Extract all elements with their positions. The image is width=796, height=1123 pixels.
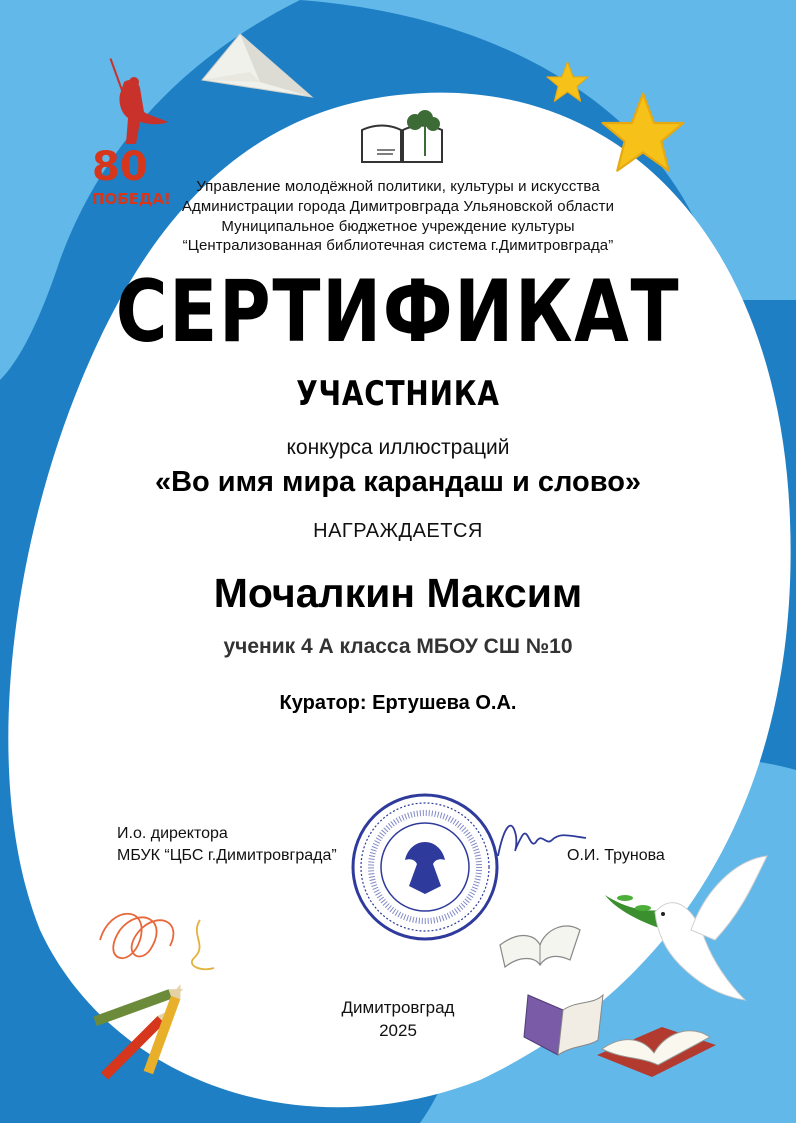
header-line-4: “Централизованная библиотечная система г.Димитровграда” (182, 237, 614, 254)
paper-plane-icon (200, 32, 320, 102)
book-logo-icon (357, 110, 447, 168)
recipient-class: ученик 4 А класса МБОУ СШ №10 (223, 635, 573, 658)
star-icon (545, 60, 590, 105)
contest-label: конкурса иллюстраций (286, 436, 510, 459)
certificate-subtitle: УЧАСТНИКА (296, 374, 500, 414)
footer-city: Димитровград (341, 998, 455, 1017)
header-line-3: Муниципальное бюджетное учреждение культуры (221, 218, 575, 235)
header-line-2: Администрации города Димитровграда Ульяновской области (181, 198, 615, 215)
header-line-1: Управление молодёжной политики, культуры и искусства (196, 178, 600, 195)
badge-text: ПОБЕДА! (92, 190, 171, 208)
signer-position-1: И.о. директора (117, 825, 228, 842)
book-icon (495, 905, 585, 975)
monument-icon (110, 58, 168, 144)
curator: Куратор: Ертушева О.А. (279, 692, 517, 714)
stamp-icon (345, 790, 505, 945)
dove-icon (595, 850, 775, 1010)
scribble-icon (90, 900, 220, 980)
star-icon (598, 90, 688, 178)
recipient-name: Мочалкин Максим (213, 570, 583, 616)
badge-number: 80 (92, 144, 148, 190)
signer-position-2: МБУК “ЦБС г.Димитровграда” (117, 847, 337, 864)
signer-name: О.И. Трунова (567, 847, 665, 864)
contest-name: «Во имя мира карандаш и слово» (154, 466, 642, 498)
awarded-label: НАГРАЖДАЕТСЯ (313, 520, 483, 542)
certificate-title: СЕРТИФИКАТ (115, 262, 681, 362)
footer-year: 2025 (379, 1021, 417, 1040)
